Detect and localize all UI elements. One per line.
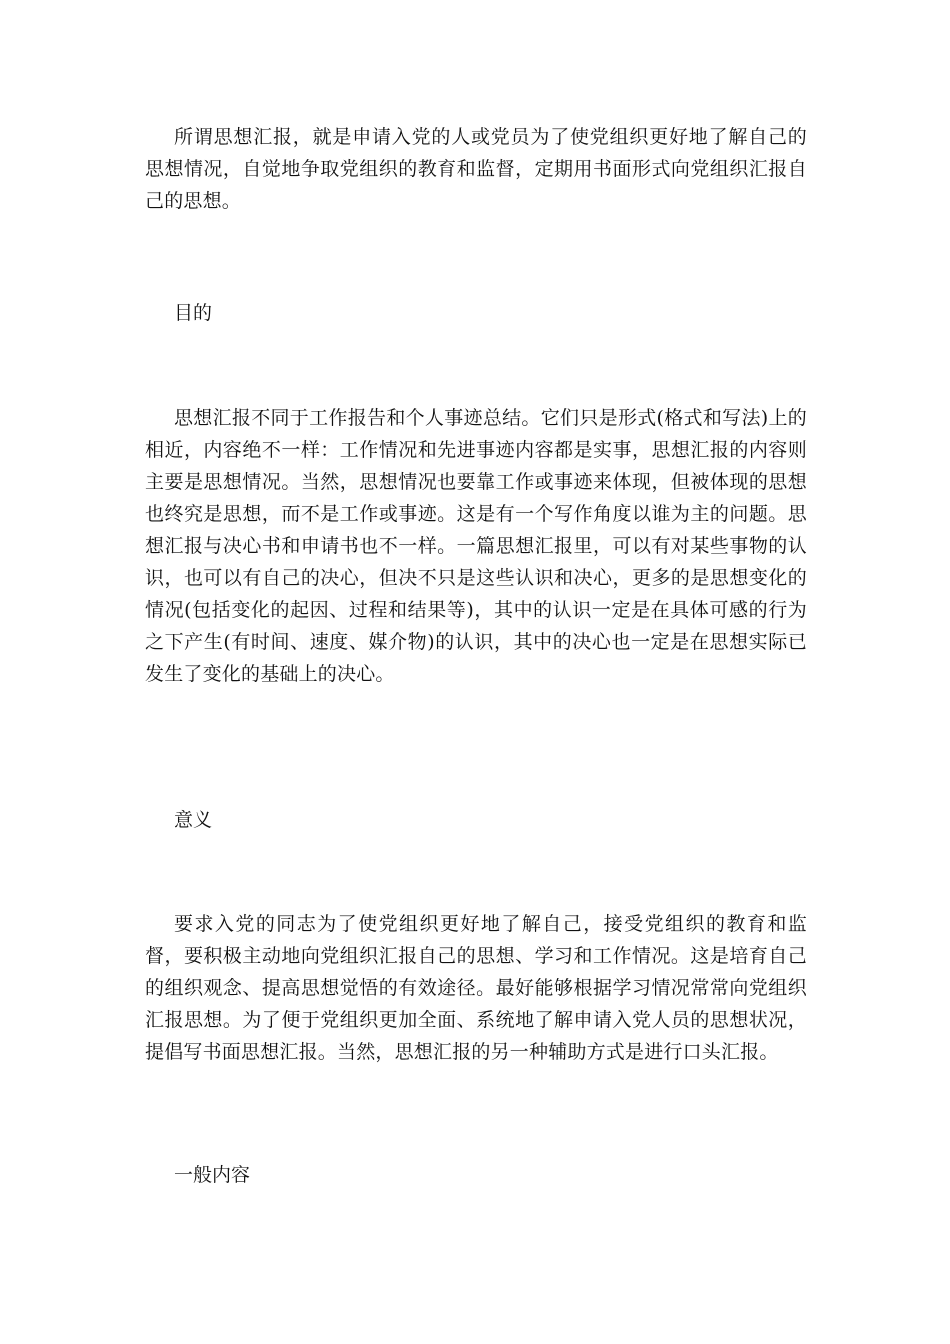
heading-purpose: 目的 bbox=[174, 302, 213, 324]
paragraph-significance: 要求入党的同志为了使党组织更好地了解自己，接受党组织的教育和监督，要积极主动地向党组织汇报自己的思想、学习和工作情况。这是培育自己的组织观念、提高思想觉悟的有效途径。最好能够根据学习情况常常向党组织汇报思想。为了便于党组织更加全面、系统地了解申请入党人员的思想状况，提倡写书面思想汇报。当然，思想汇报的另一种辅助方式是进行口头汇报。 bbox=[145, 913, 807, 1063]
heading-significance: 意义 bbox=[174, 809, 213, 831]
paragraph-definition: 所谓思想汇报，就是申请入党的人或党员为了使党组织更好地了解自己的思想情况，自觉地争取党组织的教育和监督，定期用书面形式向党组织汇报自己的思想。 bbox=[145, 126, 807, 212]
heading-general-content: 一般内容 bbox=[174, 1164, 251, 1186]
paragraph-purpose: 思想汇报不同于工作报告和个人事迹总结。它们只是形式(格式和写法)上的相近，内容绝不一样：工作情况和先进事迹内容都是实事，思想汇报的内容则主要是思想情况。当然，思想情况也要靠工作或事迹来体现，但被体现的思想也终究是思想，而不是工作或事迹。这是有一个写作角度以谁为主的问题。思想汇报与决心书和申请书也不一样。一篇思想汇报里，可以有对某些事物的认识，也可以有自己的决心，但决不只是这些认识和决心，更多的是思想变化的情况(包括变化的起因、过程和结果等)，其中的认识一定是在具体可感的行为之下产生(有时间、速度、媒介物)的认识，其中的决心也一定是在思想实际已发生了变化的基础上的决心。 bbox=[145, 407, 807, 685]
